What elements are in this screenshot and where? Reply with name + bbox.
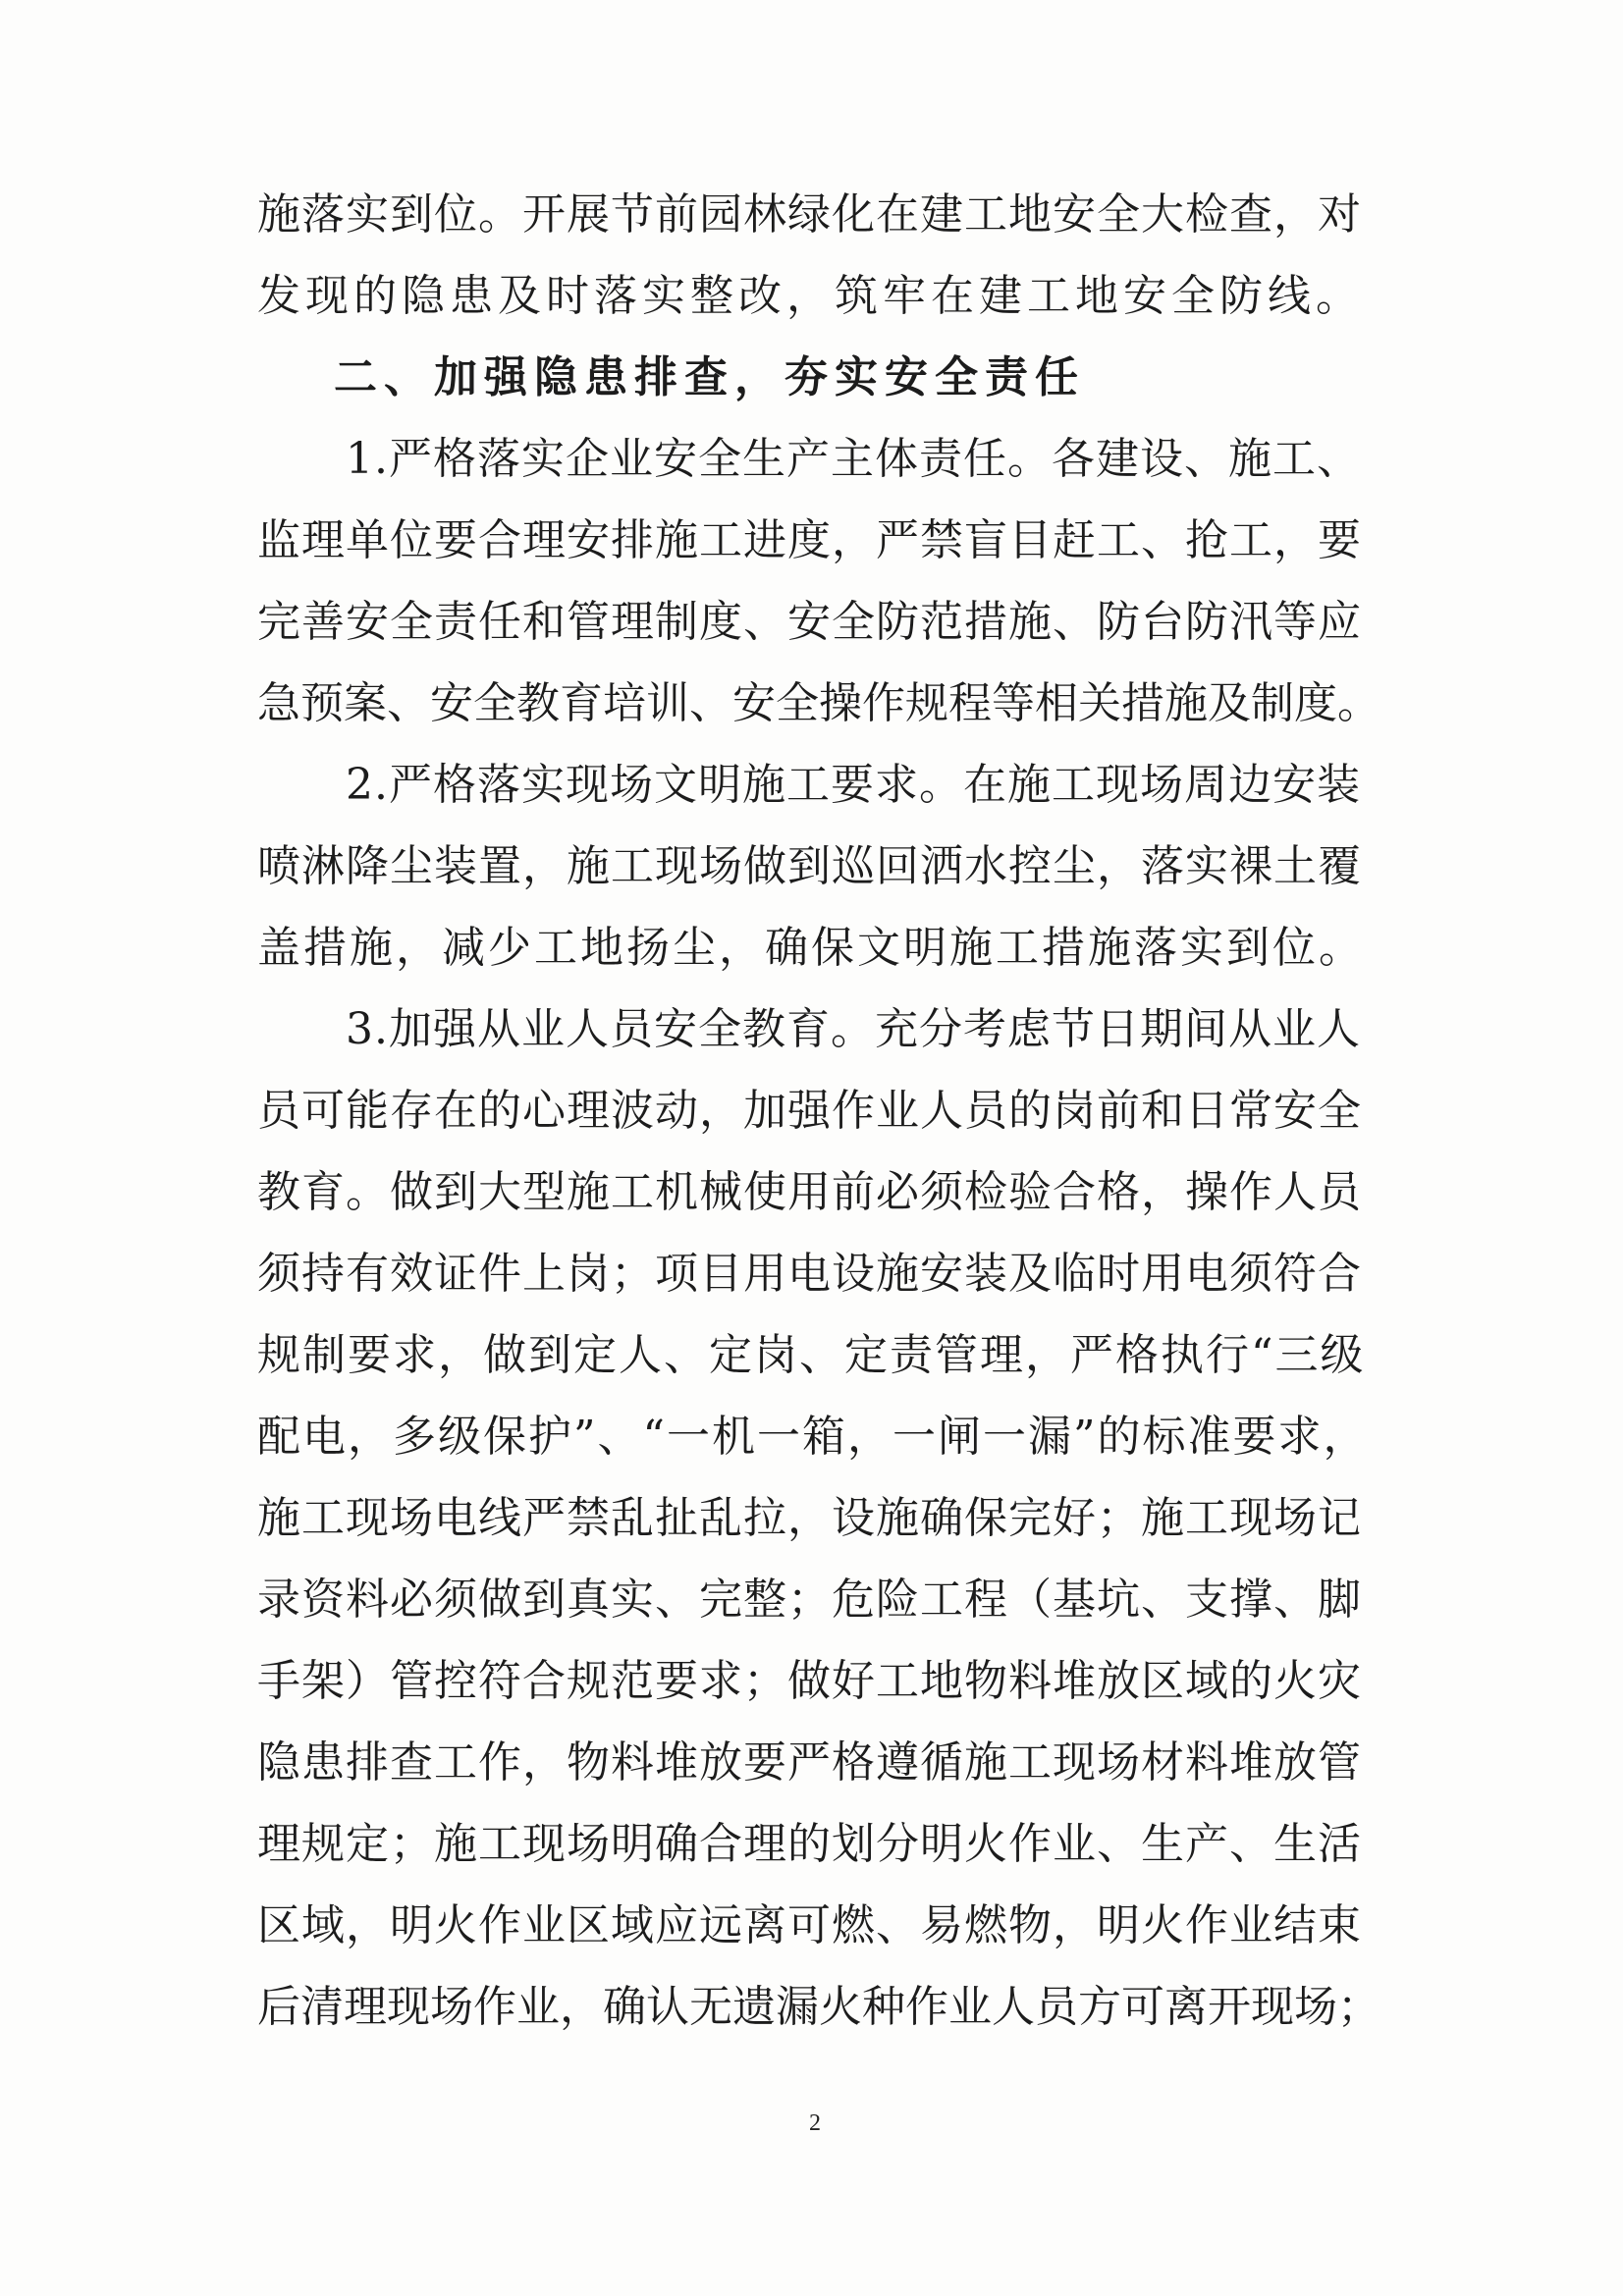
- body-line-15: 规制要求，做到定人、定岗、定责管理，严格执行“三级: [257, 1330, 1366, 1380]
- page-number: 2: [809, 2110, 821, 2136]
- body-line-1: 施落实到位。开展节前园林绿化在建工地安全大检查，对: [257, 189, 1362, 240]
- body-line-16: 配电，多级保护”、“一机一箱，一闸一漏”的标准要求，: [257, 1412, 1369, 1462]
- paragraph-3-start: 3.加强从业人员安全教育。充分考虑节日期间从业人: [346, 1004, 1361, 1054]
- body-line-13: 教育。做到大型施工机械使用前必须检验合格，操作人员: [257, 1167, 1362, 1217]
- body-line-6: 完善安全责任和管理制度、安全防范措施、防台防汛等应: [257, 597, 1362, 647]
- body-line-10: 盖措施，减少工地扬尘，确保文明施工措施落实到位。: [257, 923, 1365, 973]
- body-line-23: 后清理现场作业，确认无遗漏火种作业人员方可离开现场；: [257, 1982, 1380, 2032]
- body-line-17: 施工现场电线严禁乱扯乱拉，设施确保完好；施工现场记: [257, 1493, 1362, 1543]
- body-line-2: 发现的隐患及时落实整改，筑牢在建工地安全防线。: [257, 271, 1364, 321]
- body-line-7: 急预案、安全教育培训、安全操作规程等相关措施及制度。: [257, 678, 1380, 728]
- paragraph-2-start: 2.严格落实现场文明施工要求。在施工现场周边安装: [346, 760, 1361, 810]
- body-line-9: 喷淋降尘装置，施工现场做到巡回洒水控尘，落实裸土覆: [257, 841, 1362, 891]
- body-line-19: 手架）管控符合规范要求；做好工地物料堆放区域的火灾: [257, 1656, 1362, 1706]
- body-line-20: 隐患排查工作，物料堆放要严格遵循施工现场材料堆放管: [257, 1737, 1362, 1788]
- body-line-14: 须持有效证件上岗；项目用电设施安装及临时用电须符合: [257, 1249, 1362, 1299]
- body-line-5: 监理单位要合理安排施工进度，严禁盲目赶工、抢工，要: [257, 515, 1362, 565]
- body-line-12: 员可能存在的心理波动，加强作业人员的岗前和日常安全: [257, 1086, 1362, 1136]
- section-heading: 二、加强隐患排查，夯实安全责任: [334, 352, 1085, 402]
- body-line-21: 理规定；施工现场明确合理的划分明火作业、生产、生活: [257, 1819, 1362, 1869]
- paragraph-1-start: 1.严格落实企业安全生产主体责任。各建设、施工、: [346, 434, 1361, 484]
- body-line-18: 录资料必须做到真实、完整；危险工程（基坑、支撑、脚: [257, 1575, 1362, 1625]
- body-line-22: 区域，明火作业区域应远离可燃、易燃物，明火作业结束: [257, 1900, 1362, 1950]
